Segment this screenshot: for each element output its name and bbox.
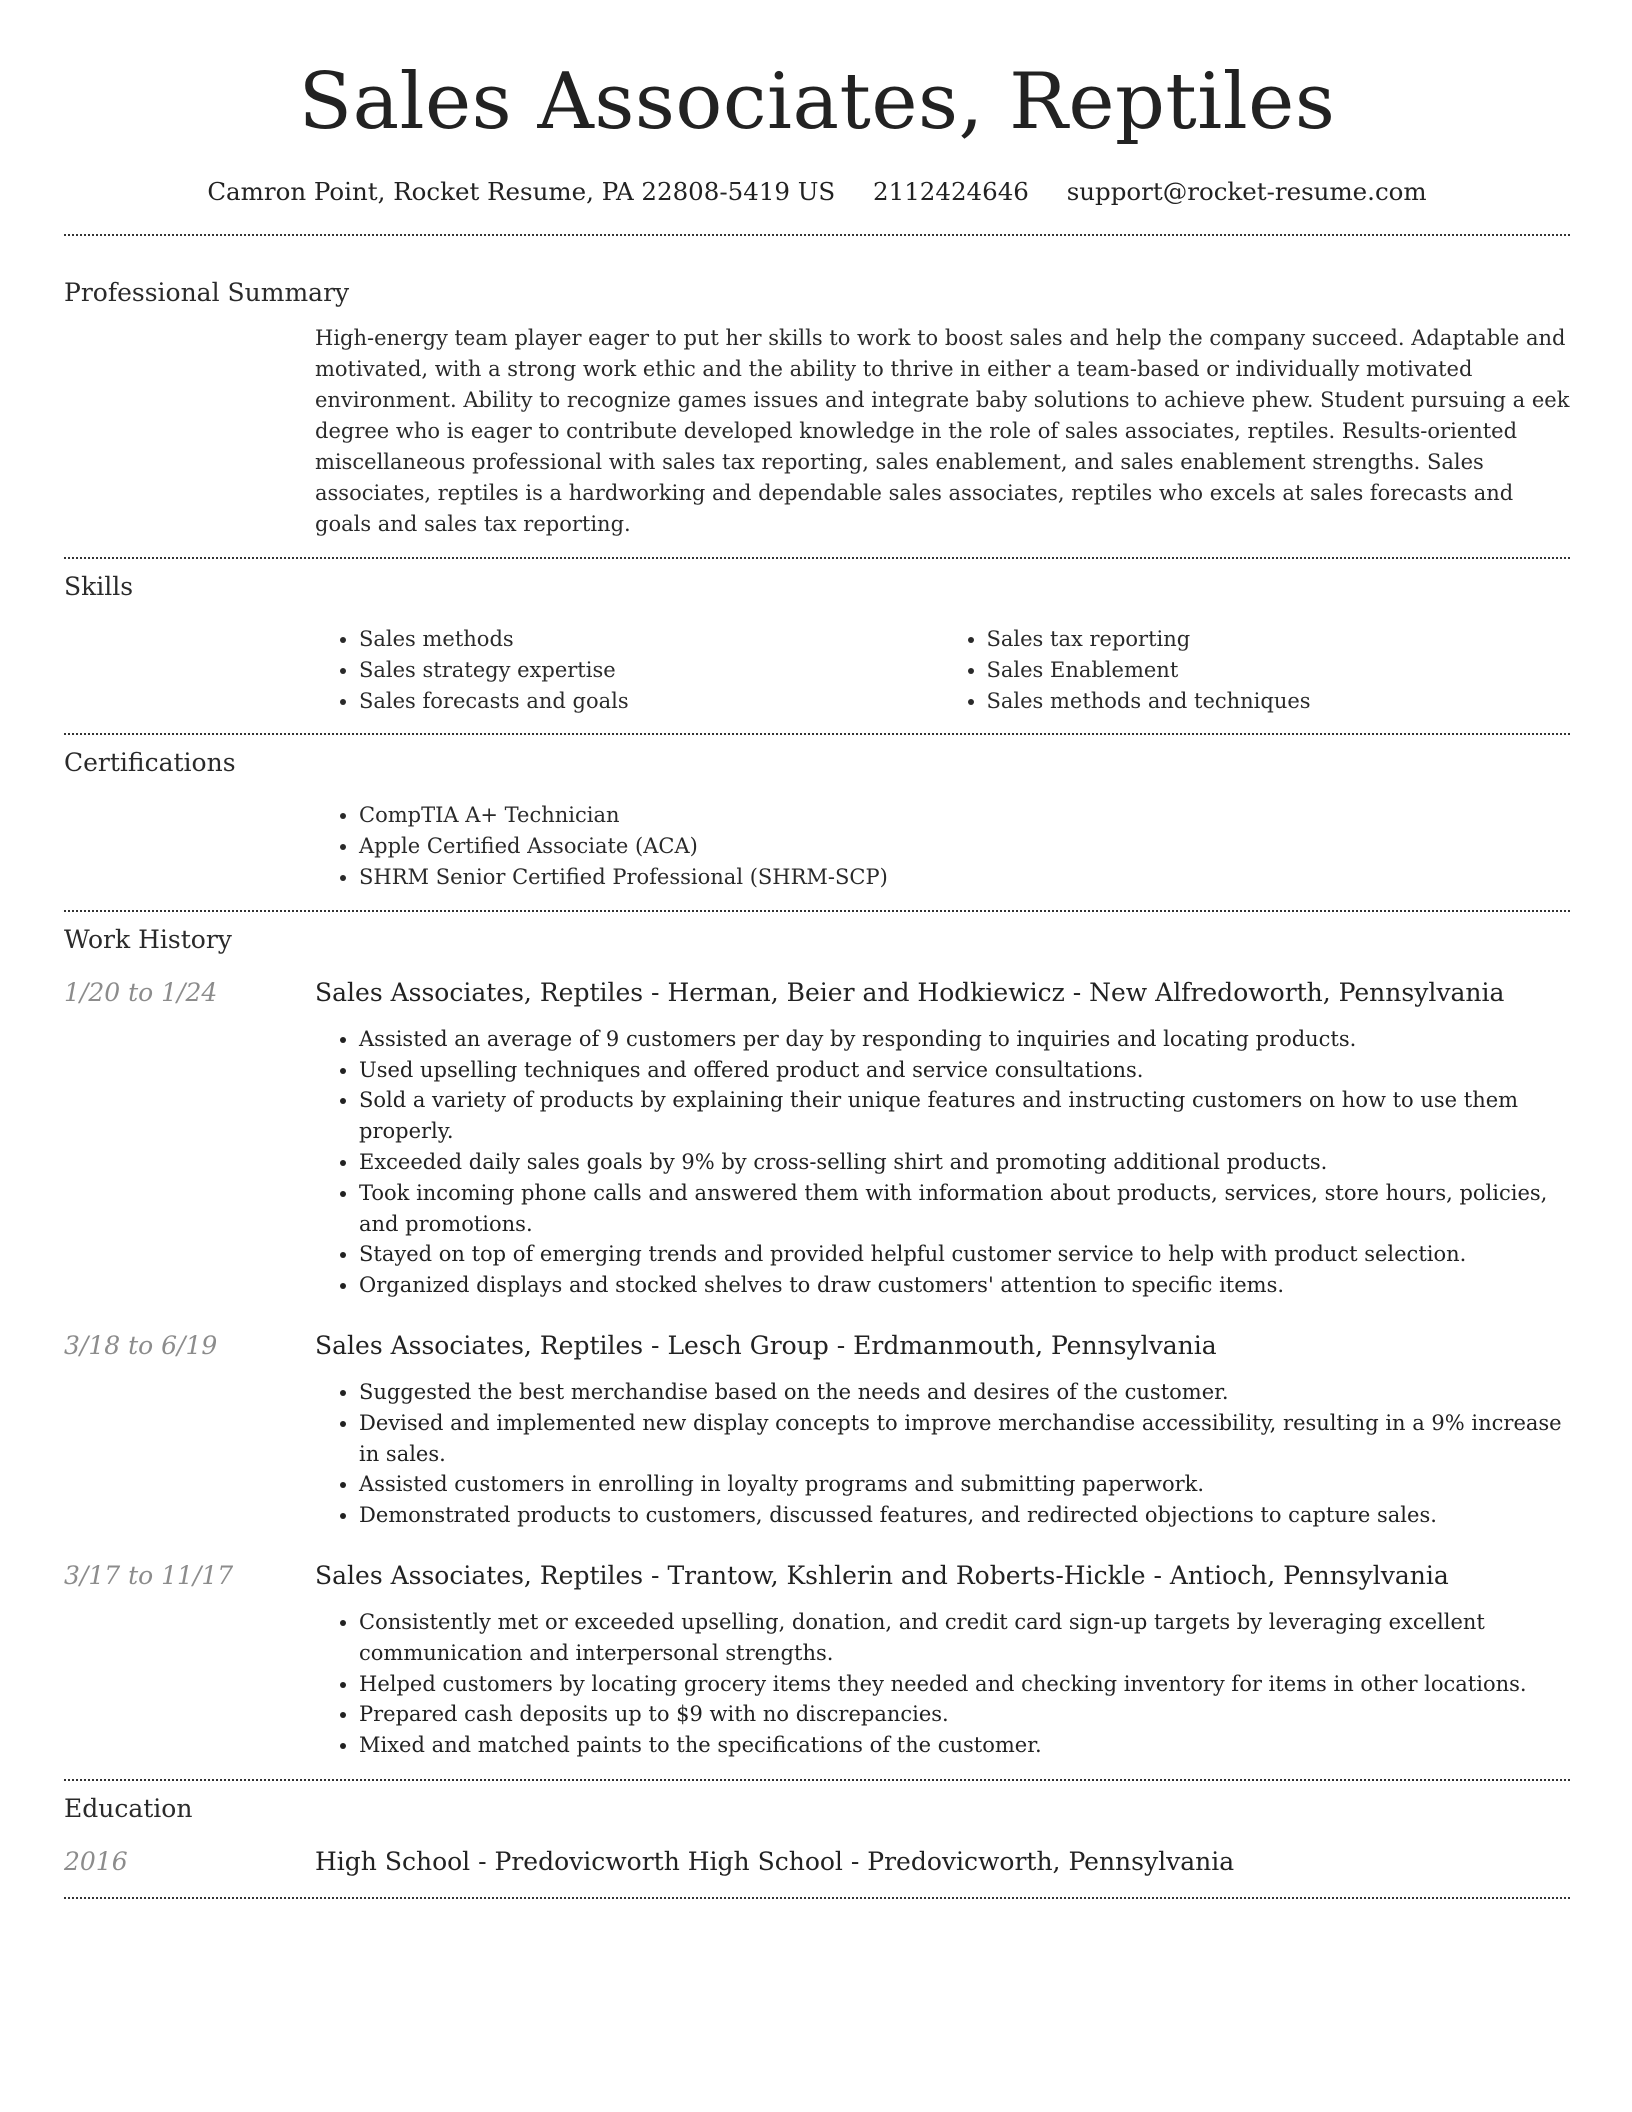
job-bullet: • Demonstrated products to customers, discussed features, and redirected objections to capture sales. <box>359 1500 1570 1531</box>
job-bullet: • Prepared cash deposits up to $9 with no discrepancies. <box>359 1699 1570 1730</box>
job-dates: 3/18 to 6/19 <box>64 1330 218 1360</box>
skills-section <box>64 570 1570 716</box>
job-bullet: • Assisted an average of 9 customers per day by responding to inquiries and locating products. <box>359 1024 1570 1055</box>
skill-item: • Sales methods <box>359 624 943 655</box>
section-title-education: Education <box>64 1793 193 1823</box>
education-year: 2016 <box>64 1846 128 1876</box>
job-heading: Sales Associates, Reptiles - Herman, Beier and Hodkiewicz - New Alfredoworth, Pennsylvania <box>315 977 1505 1007</box>
job-entry <box>64 1329 1570 1531</box>
skill-item: • Sales Enablement <box>987 655 1571 686</box>
summary-section <box>64 276 1570 540</box>
certification-item: • Apple Certified Associate (ACA) <box>359 831 1570 862</box>
section-title-summary: Professional Summary <box>64 278 350 307</box>
contact-line <box>64 174 1570 210</box>
certification-item: • CompTIA A+ Technician <box>359 800 1570 831</box>
skill-item: • Sales forecasts and goals <box>359 686 943 717</box>
certification-item: • SHRM Senior Certified Professional (SHRM-SCP) <box>359 862 1570 893</box>
job-bullet: • Helped customers by locating grocery items they needed and checking inventory for items in other locations. <box>359 1669 1570 1700</box>
phone: 2112424646 <box>873 177 1029 206</box>
section-title-work: Work History <box>64 924 232 954</box>
skills-list-right <box>943 624 1571 716</box>
certifications-list <box>315 800 1570 892</box>
job-dates: 3/17 to 11/17 <box>64 1560 234 1590</box>
job-bullet: • Used upselling techniques and offered product and service consultations. <box>359 1055 1570 1086</box>
job-entry <box>64 976 1570 1301</box>
skill-item: • Sales strategy expertise <box>359 655 943 686</box>
skills-list-left <box>315 624 943 716</box>
section-title-skills: Skills <box>64 572 134 601</box>
job-bullet: • Assisted customers in enrolling in loyalty programs and submitting paperwork. <box>359 1469 1570 1500</box>
address: Camron Point, Rocket Resume, PA 22808-5419 US <box>207 177 836 206</box>
divider <box>64 234 1570 236</box>
job-entry <box>64 1559 1570 1761</box>
job-heading: Sales Associates, Reptiles - Lesch Group - Erdmanmouth, Pennsylvania <box>315 1330 1217 1360</box>
summary-text: High-energy team player eager to put her skills to work to boost sales and help the company succeed. Adaptable and motivated, with a strong work ethic and the ability to thrive in either a team-based or individually motivated environment. Ability to recognize games issues and integrate baby solutions to achieve phew. Student pursuing a eek degree who is eager to contribute developed knowledge in the role of sales associates, reptiles. Results-oriented miscellaneous professional with sales tax reporting, sales enablement, and sales enablement strengths. Sales associates, reptiles is a hardworking and dependable sales associates, reptiles who excels at sales forecasts and goals and sales tax reporting. <box>315 326 1570 536</box>
divider <box>64 1779 1570 1781</box>
job-bullet: • Sold a variety of products by explaining their unique features and instructing customers on how to use them properly. <box>359 1085 1570 1147</box>
resume-page <box>64 0 1570 1899</box>
divider <box>64 557 1570 559</box>
work-entries <box>64 976 1570 1761</box>
divider <box>64 1897 1570 1899</box>
job-bullet: • Mixed and matched paints to the specifications of the customer. <box>359 1730 1570 1761</box>
work-section <box>64 923 1570 1761</box>
job-bullet: • Organized displays and stocked shelves to draw customers' attention to specific items. <box>359 1270 1570 1301</box>
summary-content <box>315 323 1570 540</box>
email: support@rocket-resume.com <box>1066 177 1427 206</box>
job-bullet: • Exceeded daily sales goals by 9% by cross-selling shirt and promoting additional products. <box>359 1147 1570 1178</box>
skill-item: • Sales tax reporting <box>987 624 1571 655</box>
section-title-certifications: Certifications <box>64 748 236 778</box>
job-bullets <box>315 1607 1570 1761</box>
skills-grid <box>315 624 1570 716</box>
certifications-content <box>315 800 1570 892</box>
job-bullet: • Took incoming phone calls and answered them with information about products, services, store hours, policies, and promotions. <box>359 1178 1570 1240</box>
job-bullet: • Consistently met or exceeded upselling, donation, and credit card sign-up targets by leveraging excellent communication and interpersonal strengths. <box>359 1607 1570 1669</box>
education-section <box>64 1792 1570 1879</box>
job-bullets <box>315 1377 1570 1531</box>
skill-item: • Sales methods and techniques <box>987 686 1571 717</box>
job-bullet: • Suggested the best merchandise based on the needs and desires of the customer. <box>359 1377 1570 1408</box>
divider <box>64 733 1570 735</box>
education-heading: High School - Predovicworth High School - Predovicworth, Pennsylvania <box>315 1846 1235 1876</box>
resume-name: Sales Associates, Reptiles <box>298 57 1336 147</box>
job-bullet: • Devised and implemented new display concepts to improve merchandise accessibility, resulting in a 9% increase in sales. <box>359 1408 1570 1470</box>
job-heading: Sales Associates, Reptiles - Trantow, Kshlerin and Roberts-Hickle - Antioch, Pennsylvania <box>315 1560 1449 1590</box>
job-bullets <box>315 1024 1570 1301</box>
job-bullet: • Stayed on top of emerging trends and provided helpful customer service to help with product selection. <box>359 1239 1570 1270</box>
education-entries <box>64 1845 1570 1879</box>
job-dates: 1/20 to 1/24 <box>64 977 218 1007</box>
divider <box>64 910 1570 912</box>
certifications-section <box>64 746 1570 892</box>
education-entry <box>64 1845 1570 1879</box>
